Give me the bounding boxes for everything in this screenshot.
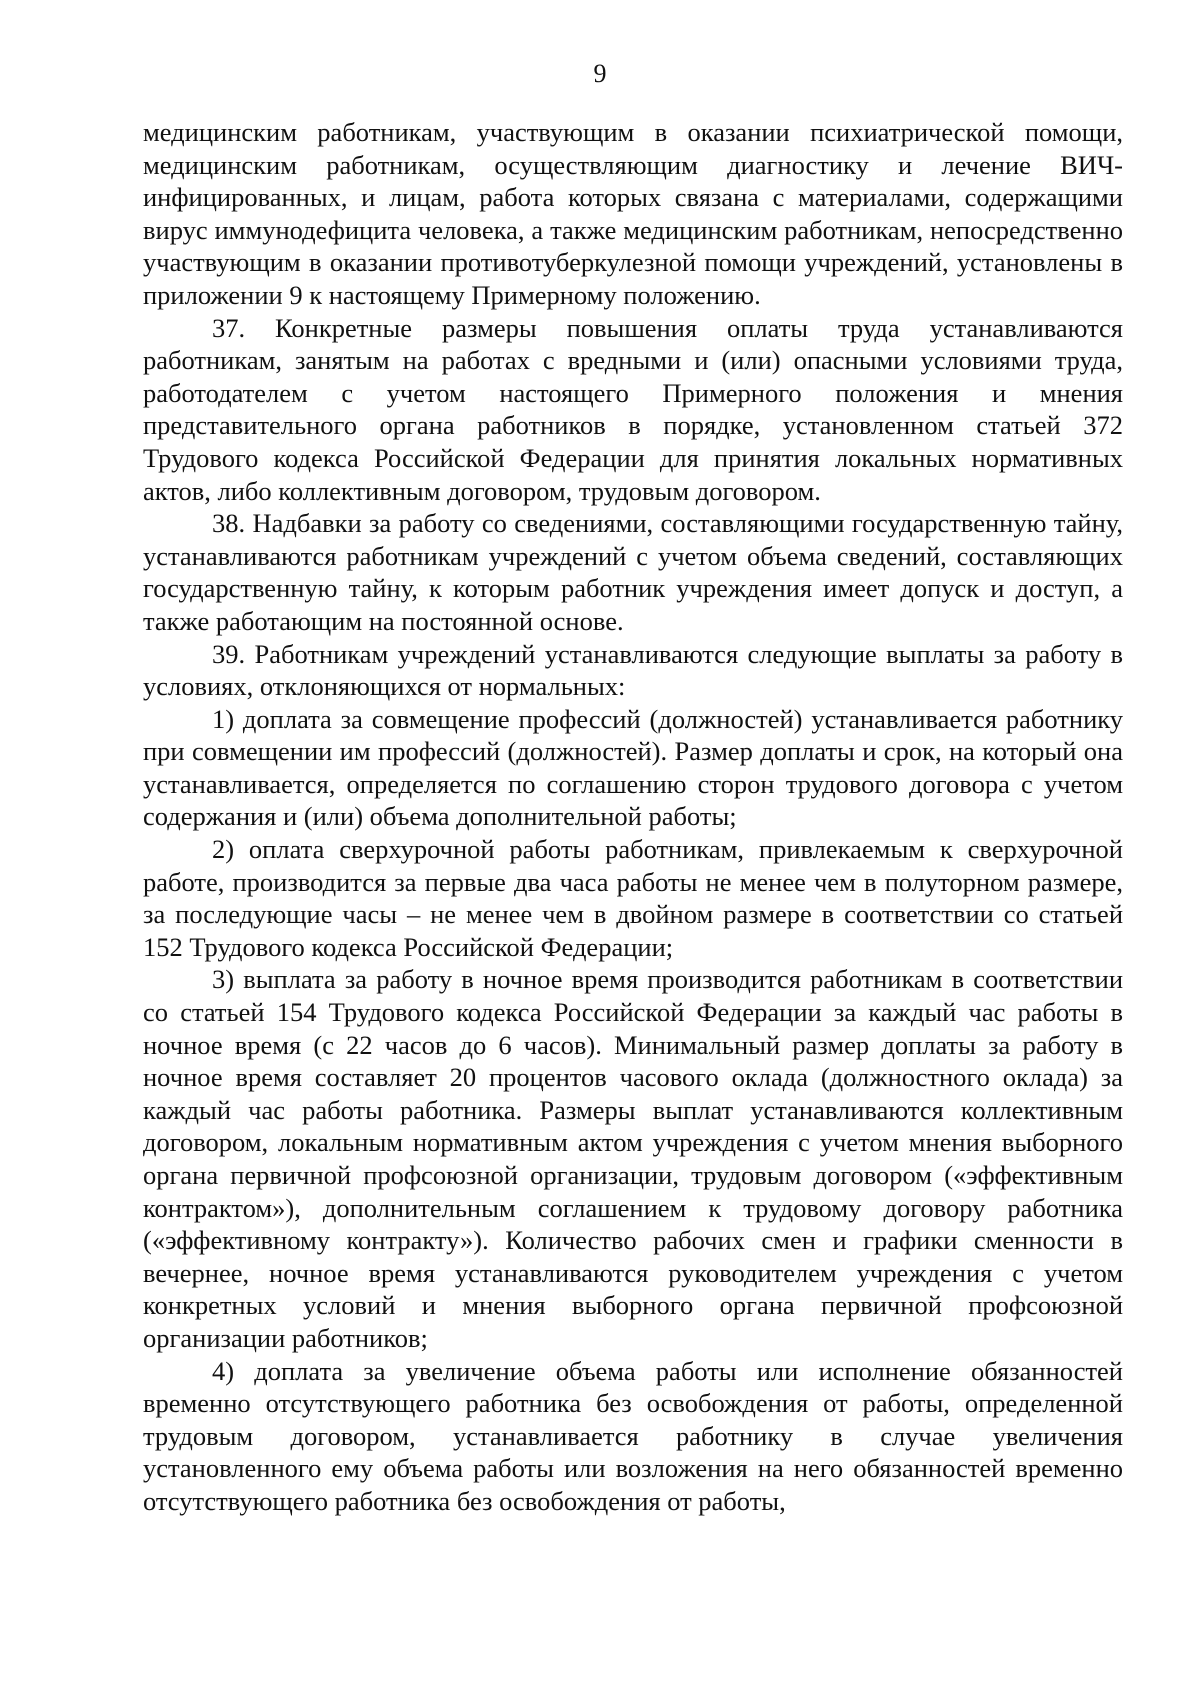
paragraph-item-1: 1) доплата за совмещение профессий (должностей) устанавливается работнику при совмещении им профессий (должностей). Размер доплаты и срок, на который она устанавливается, определяется по соглашению сторон трудового договора с учетом содержания и (или) объема дополнительной работы;: [143, 703, 1123, 832]
paragraph-item-3: 3) выплата за работу в ночное время производится работникам в соответствии со статьей 154 Трудового кодекса Российской Федерации за каждый час работы в ночное время (с 22 часов до 6 часов). Минимальный размер доплаты за работу в ночное время составляет 20 процентов часового оклада (должностного оклада) за каждый час работы работника. Размеры выплат устанавливаются коллективным договором, локальным нормативным актом учреждения с учетом мнения выборного органа первичной профсоюзной организации, трудовым договором («эффективным контрактом»), дополнительным соглашением к трудовому договору работника («эффективному контракту»). Количество рабочих смен и графики сменности в вечернее, ночное время устанавливаются руководителем учреждения с учетом конкретных условий и мнения выборного органа первичной профсоюзной организации работников;: [143, 964, 1123, 1353]
paragraph-item-4: 4) доплата за увеличение объема работы или исполнение обязанностей временно отсутствующего работника без освобождения от работы, определенной трудовым договором, устанавливается работнику в случае увеличения установленного ему объема работы или возложения на него обязанностей временно отсутствующего работника без освобождения от работы,: [143, 1355, 1123, 1516]
paragraph-clause-39: 39. Работникам учреждений устанавливаются следующие выплаты за работу в условиях, отклоняющихся от нормальных:: [143, 638, 1123, 702]
page-number: 9: [593, 59, 607, 88]
paragraph-continuation: медицинским работникам, участвующим в оказании психиатрической помощи, медицинским работникам, осуществляющим диагностику и лечение ВИЧ-инфицированных, и лицам, работа которых связана с материалами, содержащими вирус иммунодефицита человека, а также медицинским работникам, непосредственно участвующим в оказании противотуберкулезной помощи учреждений, установлены в приложении 9 к настоящему Примерному положению.: [143, 117, 1123, 310]
paragraph-clause-38: 38. Надбавки за работу со сведениями, составляющими государственную тайну, устанавливаются работникам учреждений с учетом объема сведений, составляющих государственную тайну, к которым работник учреждения имеет допуск и доступ, а также работающим на постоянной основе.: [143, 508, 1123, 636]
paragraph-clause-37: 37. Конкретные размеры повышения оплаты труда устанавливаются работникам, занятым на работах с вредными и (или) опасными условиями труда, работодателем с учетом настоящего Примерного положения и мнения представительного органа работников в порядке, установленном статьей 372 Трудового кодекса Российской Федерации для принятия локальных нормативных актов, либо коллективным договором, трудовым договором.: [143, 312, 1123, 506]
paragraph-item-2: 2) оплата сверхурочной работы работникам, привлекаемым к сверхурочной работе, производится за первые два часа работы не менее чем в полуторном размере, за последующие часы – не менее чем в двойном размере в соответствии со статьей 152 Трудового кодекса Российской Федерации;: [143, 834, 1123, 962]
document-body: [143, 116, 1123, 1518]
